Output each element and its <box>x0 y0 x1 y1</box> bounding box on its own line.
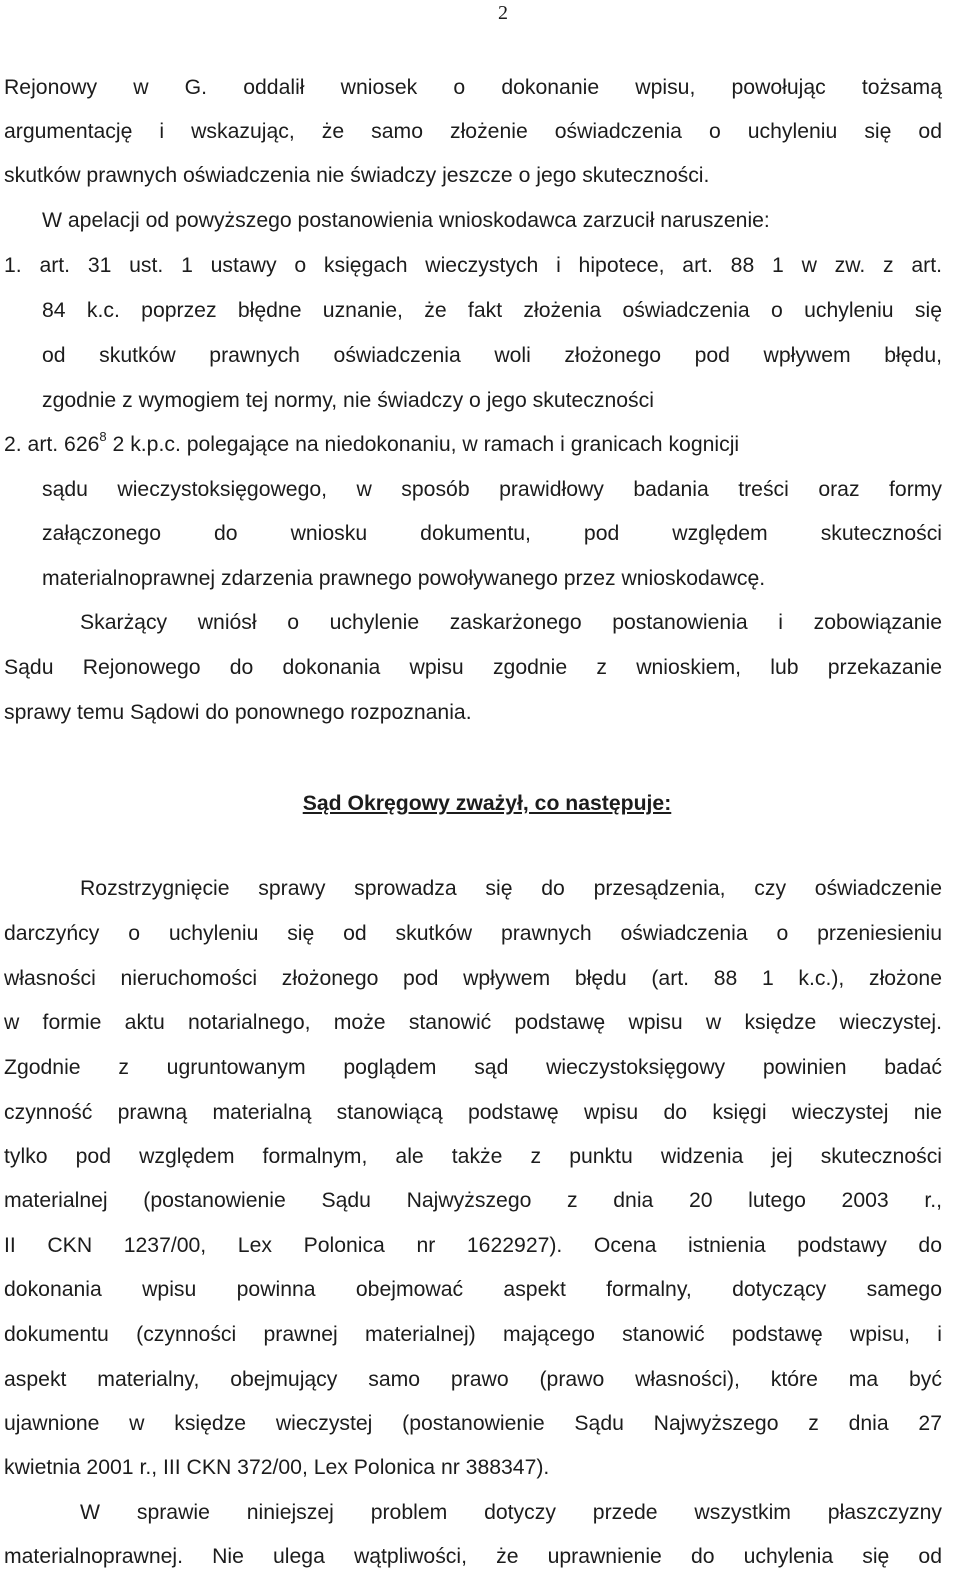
text-line: sądu wieczystoksięgowego, w sposób prawidłowy badania treści oraz formy <box>42 478 942 501</box>
text-line: 1. art. 31 ust. 1 ustawy o księgach wieczystych i hipotece, art. 88 1 w zw. z art. <box>4 254 942 277</box>
text-line: Zgodnie z ugruntowanym poglądem sąd wieczystoksięgowy powinien badać <box>4 1056 942 1079</box>
text-line: w formie aktu notarialnego, może stanowić podstawę wpisu w księdze wieczystej. <box>4 1011 942 1034</box>
text-line: argumentację i wskazując, że samo złożenie oświadczenia o uchyleniu się od <box>4 120 942 143</box>
text-line: Rozstrzygnięcie sprawy sprowadza się do przesądzenia, czy oświadczenie <box>80 877 942 900</box>
text-segment: 2. art. 626 <box>4 433 100 456</box>
text-line: aspekt materialny, obejmujący samo prawo (prawo własności), które ma być <box>4 1368 942 1391</box>
text-line: II CKN 1237/00, Lex Polonica nr 1622927). Ocena istnienia podstawy do <box>4 1234 942 1257</box>
page-number: 2 <box>498 2 508 24</box>
text-line: 84 k.c. poprzez błędne uznanie, że fakt złożenia oświadczenia o uchyleniu się <box>42 299 942 322</box>
text-line: dokumentu (czynności prawnej materialnej) mającego stanowić podstawę wpisu, i <box>4 1323 942 1346</box>
text-line: skutków prawnych oświadczenia nie świadczy jeszcze o jego skuteczności. <box>4 164 710 187</box>
text-line: Sądu Rejonowego do dokonania wpisu zgodnie z wnioskiem, lub przekazanie <box>4 656 942 679</box>
text-line: od skutków prawnych oświadczenia woli złożonego pod wpływem błędu, <box>42 344 942 367</box>
text-line: W sprawie niniejszej problem dotyczy przede wszystkim płaszczyzny <box>80 1501 942 1524</box>
text-line: zgodnie z wymogiem tej normy, nie świadczy o jego skuteczności <box>42 389 654 412</box>
text-line: materialnoprawnej zdarzenia prawnego powoływanego przez wnioskodawcę. <box>42 567 766 590</box>
text-line: Skarżący wniósł o uchylenie zaskarżonego postanowienia i zobowiązanie <box>80 611 942 634</box>
text-line: materialnej (postanowienie Sądu Najwyższego z dnia 20 lutego 2003 r., <box>4 1189 942 1212</box>
text-line: czynność prawną materialną stanowiącą podstawę wpisu do księgi wieczystej nie <box>4 1101 942 1124</box>
text-line: W apelacji od powyższego postanowienia wnioskodawca zarzucił naruszenie: <box>42 209 770 232</box>
text-line: darczyńcy o uchyleniu się od skutków prawnych oświadczenia o przeniesieniu <box>4 922 942 945</box>
superscript: 8 <box>99 428 107 444</box>
text-line: tylko pod względem formalnym, ale także z punktu widzenia jej skuteczności <box>4 1145 942 1168</box>
text-line: załączonego do wniosku dokumentu, pod względem skuteczności <box>42 522 942 545</box>
text-line: własności nieruchomości złożonego pod wpływem błędu (art. 88 1 k.c.), złożone <box>4 967 942 990</box>
text-line-with-superscript <box>4 428 942 459</box>
text-segment: 2 k.p.c. polegające na niedokonaniu, w ramach i granicach kognicji <box>106 433 740 456</box>
text-line: ujawnione w księdze wieczystej (postanowienie Sądu Najwyższego z dnia 27 <box>4 1412 942 1435</box>
text-line: dokonania wpisu powinna obejmować aspekt formalny, dotyczący samego <box>4 1278 942 1301</box>
text-line: kwietnia 2001 r., III CKN 372/00, Lex Polonica nr 388347). <box>4 1456 550 1479</box>
text-line: sprawy temu Sądowi do ponownego rozpoznania. <box>4 701 472 724</box>
text-line: Rejonowy w G. oddalił wniosek o dokonanie wpisu, powołując tożsamą <box>4 76 942 99</box>
text-line: materialnoprawnej. Nie ulega wątpliwości, że uprawnienie do uchylenia się od <box>4 1545 942 1568</box>
section-heading: Sąd Okręgowy zważył, co następuje: <box>302 792 672 815</box>
